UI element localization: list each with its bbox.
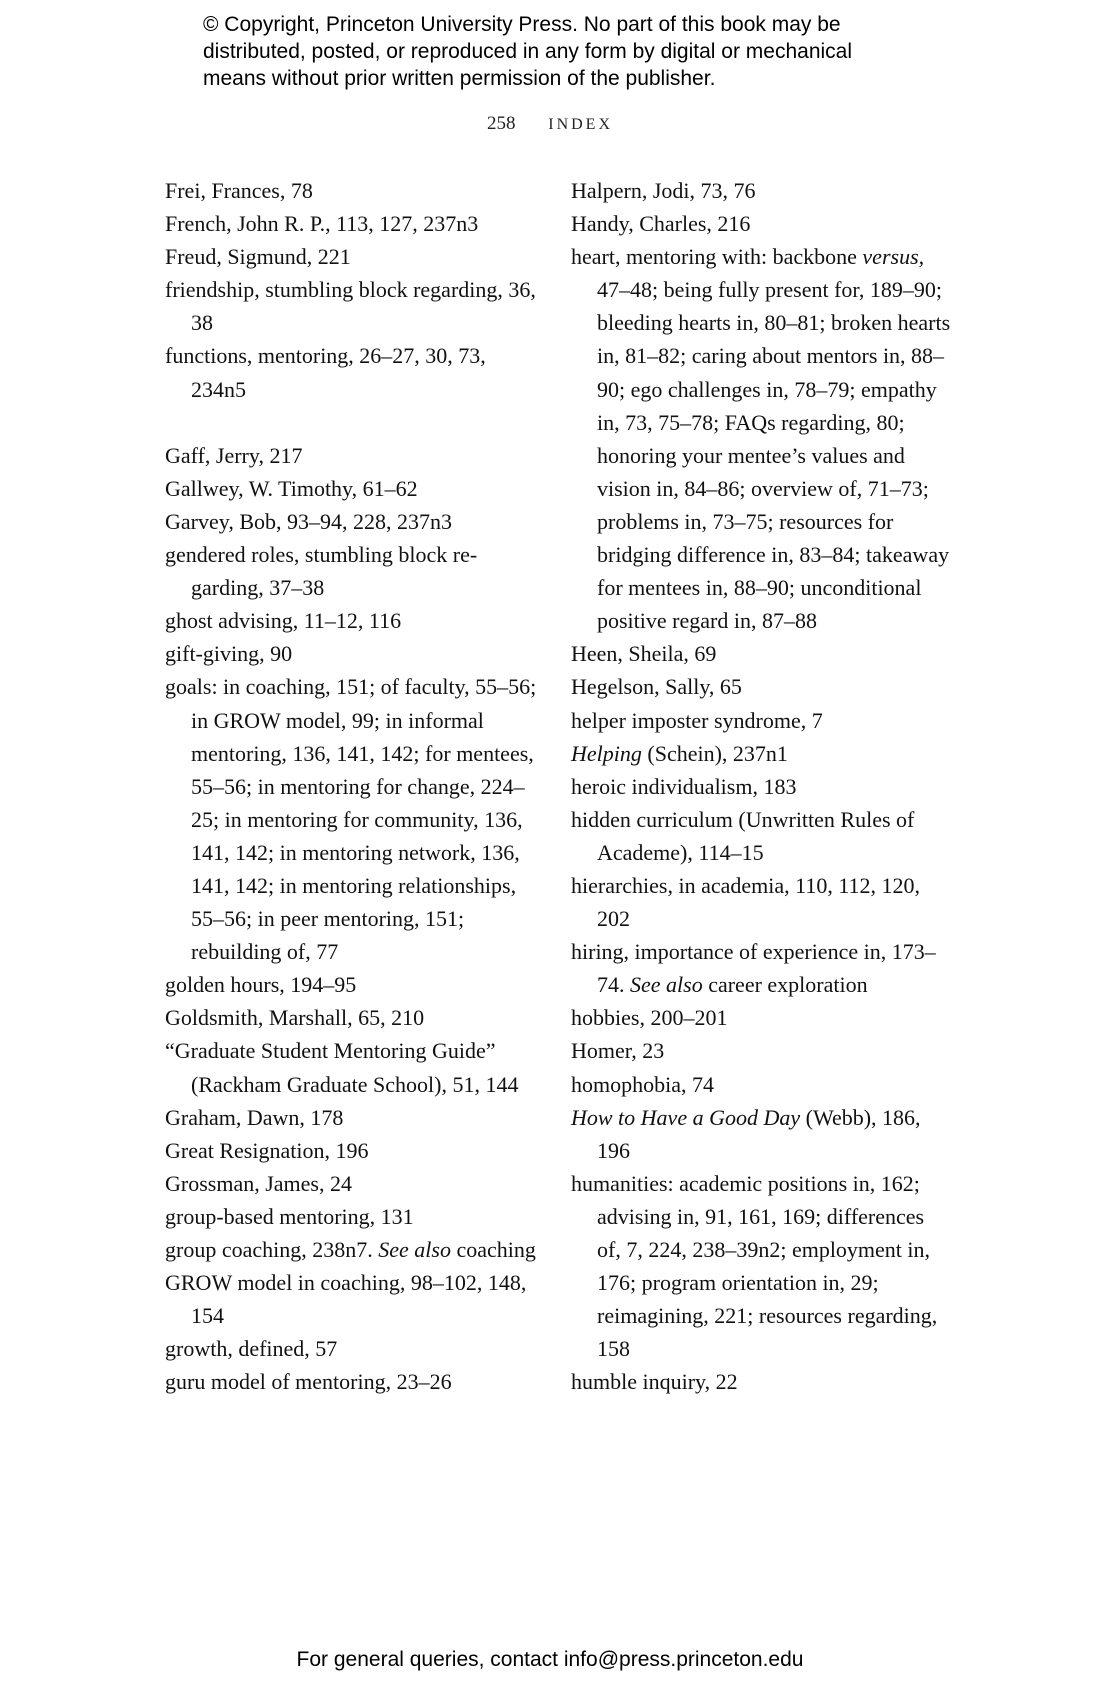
index-entry xyxy=(165,1134,540,1167)
index-entry xyxy=(571,240,951,637)
index-entry-italic: See also xyxy=(630,972,703,998)
index-entry xyxy=(165,1332,540,1365)
index-entry xyxy=(571,174,951,207)
index-entry-italic: How to Have a Good Day xyxy=(571,1104,801,1130)
index-entry-text: group coaching, 238n7. xyxy=(165,1237,379,1262)
index-entry-text: heroic individualism, 183 xyxy=(571,773,797,799)
index-entry xyxy=(165,1365,540,1398)
index-entry xyxy=(571,1167,951,1366)
index-entry-text: functions, mentoring, 26–27, 30, 73, 234n5 xyxy=(165,343,486,402)
index-entry xyxy=(165,439,540,472)
index-entry-italic: versus, xyxy=(862,244,925,270)
index-entry-text: goals: in coaching, 151; of faculty, 55–56; in GROW model, 99; in informal mentoring, 136, 141, 142; for mentees, 55–56; in mentoring for change, 224–25; in mentoring for community, 136, 141, 142; in mentoring network, 136, 141, 142; in mentoring relationships, 55–56; in peer mentoring, 151; rebuilding of, 77 xyxy=(165,674,537,965)
index-entry-italic: See also xyxy=(378,1237,451,1262)
index-entry xyxy=(165,538,540,604)
index-entry-text: hobbies, 200–201 xyxy=(571,1005,728,1031)
index-entry-text: hierarchies, in academia, 110, 112, 120, 202 xyxy=(571,872,921,932)
index-entry-text: humanities: academic positions in, 162; advising in, 91, 161, 169; differences of, 7, 224, 238–39n2; employment in, 176; program orientation in, 29; reimagining, 221; resources regarding, 158 xyxy=(571,1170,938,1362)
index-entry xyxy=(165,1034,540,1100)
index-entry xyxy=(165,604,540,637)
index-entry xyxy=(165,1101,540,1134)
index-entry xyxy=(165,1200,540,1233)
index-column-left xyxy=(165,174,540,1398)
footer-contact: For general queries, contact info@press.princeton.edu xyxy=(296,1648,804,1671)
index-entry-text: (Schein), 237n1 xyxy=(641,740,788,766)
index-entry-text: Garvey, Bob, 93–94, 228, 237n3 xyxy=(165,508,452,534)
index-entry-text: golden hours, 194–95 xyxy=(165,972,357,998)
index-entry-text: humble inquiry, 22 xyxy=(571,1369,738,1395)
running-head xyxy=(0,113,1100,135)
index-entry-text: Handy, Charles, 216 xyxy=(571,211,751,237)
index-entry xyxy=(571,770,951,803)
index-entry xyxy=(571,1101,951,1167)
index-entry-text: hiring, importance of experience in, 173–74. xyxy=(571,939,936,998)
index-entry xyxy=(165,637,540,670)
index-entry-text: Great Resignation, 196 xyxy=(165,1137,369,1163)
index-entry-text: Heen, Sheila, 69 xyxy=(571,641,717,667)
index-entry xyxy=(165,1001,540,1034)
index-entry-text: Grossman, James, 24 xyxy=(165,1170,352,1196)
index-entry-text: career exploration xyxy=(702,972,868,998)
index-entry xyxy=(165,1233,540,1266)
copyright-line: © Copyright, Princeton University Press. No part of this book may be xyxy=(203,13,841,36)
index-entry xyxy=(165,207,540,240)
index-entry-text: Gaff, Jerry, 217 xyxy=(165,442,303,468)
index-entry xyxy=(571,869,951,935)
page-number: 258 xyxy=(486,113,516,134)
index-entry xyxy=(571,1068,951,1101)
index-entry-text: homophobia, 74 xyxy=(571,1071,714,1097)
index-entry xyxy=(571,670,951,703)
index-entry xyxy=(165,339,540,405)
index-column-right xyxy=(571,174,951,1398)
index-entry-text: gift-giving, 90 xyxy=(165,641,293,667)
index-entry xyxy=(165,472,540,505)
copyright-line: means without prior written permission of the publisher. xyxy=(203,67,716,90)
index-entry xyxy=(571,935,951,1001)
index-entry xyxy=(165,1266,540,1332)
index-entry-text: Hegelson, Sally, 65 xyxy=(571,674,742,700)
index-entry-text: group-based mentoring, 131 xyxy=(165,1203,414,1229)
index-entry xyxy=(165,670,540,968)
index-entry-text: (Webb), 186, 196 xyxy=(597,1104,921,1163)
index-entry-text: Homer, 23 xyxy=(571,1038,665,1064)
index-entry-text: Goldsmith, Marshall, 65, 210 xyxy=(165,1005,425,1031)
index-entry-text: Halpern, Jodi, 73, 76 xyxy=(571,178,756,203)
index-entry xyxy=(571,1365,951,1398)
index-entry-text: heart, mentoring with: backbone xyxy=(571,244,863,270)
index-entry xyxy=(571,803,951,869)
index-entry-text: coaching xyxy=(450,1237,536,1262)
index-entry-text: French, John R. P., 113, 127, 237n3 xyxy=(165,211,479,237)
index-entry xyxy=(571,704,951,737)
index-entry-text: guru model of mentoring, 23–26 xyxy=(165,1369,452,1395)
index-entry-text: ghost advising, 11–12, 116 xyxy=(165,608,402,634)
index-entry-text: GROW model in coaching, 98–102, 148, 154 xyxy=(165,1270,527,1329)
index-entry-text: helper imposter syndrome, 7 xyxy=(571,707,823,733)
index-entry-text: Frei, Frances, 78 xyxy=(165,178,313,203)
copyright-line: distributed, posted, or reproduced in any form by digital or mechanical xyxy=(203,40,853,63)
index-entry xyxy=(571,637,951,670)
index-entry xyxy=(165,174,540,207)
index-entry xyxy=(165,1167,540,1200)
index-entry-text: friendship, stumbling block regarding, 36, 38 xyxy=(165,277,536,336)
index-entry-text: Gallwey, W. Timothy, 61–62 xyxy=(165,475,418,501)
index-entry xyxy=(165,273,540,339)
index-entry-text: 47–48; being fully present for, 189–90; bleeding hearts in, 80–81; broken hearts in, 81–82; caring about mentors in, 88–90; ego challenges in, 78–79; empathy in, 73, 75–78; FAQs regarding, 80; honoring your mentee’s values and vision in, 84–86; overview of, 71–73; problems in, 73–75; resources for bridging difference in, 83–84; takeaway for mentees in, 88–90; unconditional positive regard in, 87–88 xyxy=(597,277,951,634)
index-entry-text: gendered roles, stumbling block regarding, 37–38 xyxy=(165,542,478,601)
index-entry-text: hidden curriculum (Unwritten Rules of Academe), 114–15 xyxy=(571,806,915,865)
index-entry xyxy=(571,1001,951,1034)
copyright-notice xyxy=(203,11,963,92)
index-entry-text: Graham, Dawn, 178 xyxy=(165,1104,344,1130)
index-entry xyxy=(165,240,540,273)
index-entry-text: growth, defined, 57 xyxy=(165,1336,338,1362)
index-entry xyxy=(165,505,540,538)
index-entry xyxy=(571,737,951,770)
index-entry xyxy=(571,207,951,240)
index-entry-text: Freud, Sigmund, 221 xyxy=(165,244,351,270)
section-title: INDEX xyxy=(548,116,613,133)
index-entry xyxy=(571,1034,951,1067)
index-entry-italic: Helping xyxy=(571,740,642,766)
index-entry-text: “Graduate Student Mentoring Guide” (Rackham Graduate School), 51, 144 xyxy=(165,1038,519,1097)
index-entry xyxy=(165,968,540,1001)
